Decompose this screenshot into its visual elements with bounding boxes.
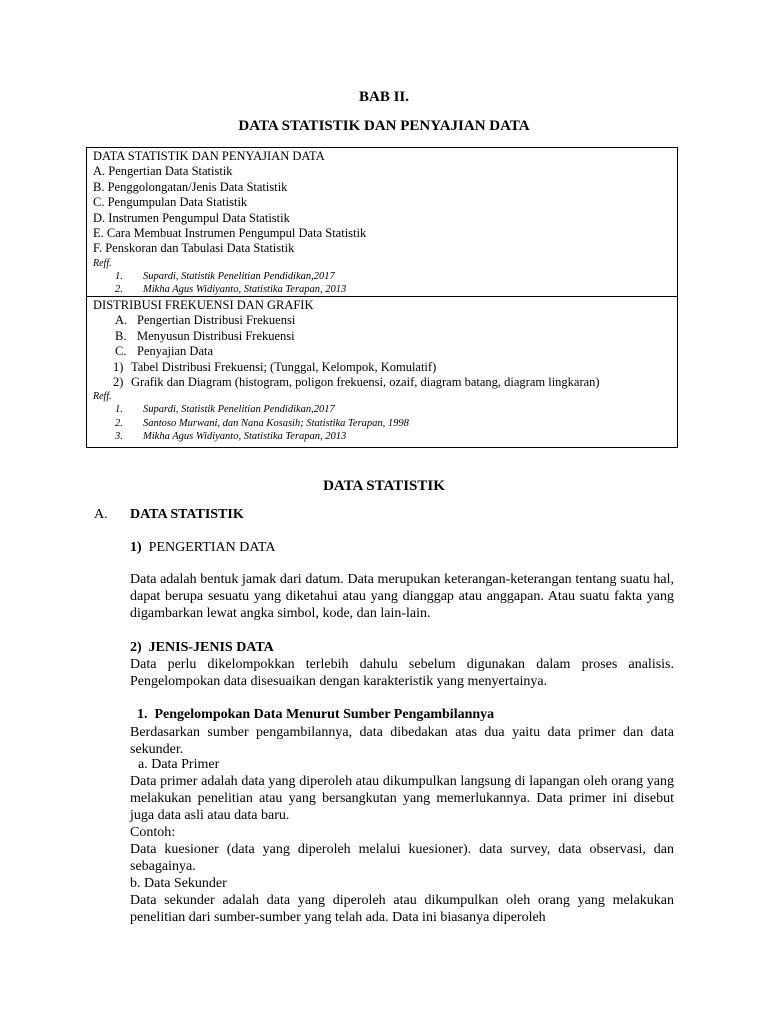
reference-item: 2. Mikha Agus Widiyanto, Statistika Terapan, 2013 [115,284,347,296]
outline-item: A. Pengertian Distribusi Frekuensi [115,313,296,328]
paragraph: Berdasarkan sumber pengambilannya, data dibedakan atas dua yaitu data primer dan data sekunder. [130,725,674,757]
box-heading: DISTRIBUSI FREKUENSI DAN GRAFIK [93,298,314,312]
box-heading: DATA STATISTIK DAN PENYAJIAN DATA [93,149,325,163]
outline-item: B. Menyusun Distribusi Frekuensi [115,328,295,343]
section-title: DATA STATISTIK [323,478,445,494]
paragraph: Data adalah bentuk jamak dari datum. Data merupukan keterangan-keterangan tentang suatu hal, dapat berupa sesuatu yang diketahui atau yang dianggap atau anggapan. Atau suatu fakta yang digambarkan lewat angka simbol, kode, dan lain-lain. [130,572,674,621]
chapter-label: BAB II. [358,89,410,105]
list-item-data-sekunder: b. Data Sekunder [130,876,227,891]
reference-item: 3. Mikha Agus Widiyanto, Statistika Terapan, 2013 [115,431,347,443]
paragraph: Data perlu dikelompokkan terlebih dahulu sebelum digunakan dalam proses analisis. Pengelompokan data disesuaikan dengan karakteristik yang menyertainya. [130,657,674,689]
outline-item: C. Pengumpulan Data Statistik [93,195,248,210]
outline-item: C. Penyajian Data [115,344,214,359]
reff-label: Reff. [93,257,112,269]
outline-box-data-statistik [86,147,678,297]
subheading-jenis-data: 2) JENIS-JENIS DATA [130,640,274,655]
outline-subitem: 1) Tabel Distribusi Frekuensi; (Tunggal, Kelompok, Komulatif) [113,359,437,374]
reference-item: 2. Santoso Murwani, dan Nana Kosasih; Statistika Terapan, 1998 [115,417,409,429]
subheading-pengertian-data: 1) PENGERTIAN DATA [130,540,276,555]
reference-item: 1. Supardi, Statistik Penelitian Pendidikan,2017 [115,404,335,416]
main-title: DATA STATISTIK DAN PENYAJIAN DATA [238,118,530,134]
reference-item: 1. Supardi, Statistik Penelitian Pendidikan,2017 [115,270,335,282]
section-a-letter: A. [94,507,108,522]
outline-box-distribusi-frekuensi [86,296,678,448]
outline-item: F. Penskoran dan Tabulasi Data Statistik [93,241,295,256]
contoh-label: Contoh: [130,825,176,840]
outline-subitem: 2) Grafik dan Diagram (histogram, poligon frekuensi, ozaif, diagram batang, diagram lingkaran) [113,375,600,390]
paragraph: Data kuesioner (data yang diperoleh melalui kuesioner). data survey, data observasi, dan sebagainya. [130,842,674,874]
outline-item: A. Pengertian Data Statistik [93,164,233,179]
outline-item: B. Penggolongatan/Jenis Data Statistik [93,179,288,194]
section-a-title: DATA STATISTIK [130,507,244,522]
outline-item: D. Instrumen Pengumpul Data Statistik [93,210,290,225]
reff-label: Reff. [93,391,112,403]
paragraph: Data primer adalah data yang diperoleh atau dikumpulkan langsung di lapangan oleh orang yang melakukan penelitian atau yang bersangkutan yang memerlukannya. Data primer ini disebut juga data asli atau data baru. [130,774,674,823]
list-item-data-primer: a. Data Primer [138,757,220,772]
outline-item: E. Cara Membuat Instrumen Pengumpul Data Statistik [93,226,367,241]
subheading-sumber-pengambilan: 1. Pengelompokan Data Menurut Sumber Pengambilannya [137,707,495,722]
paragraph: Data sekunder adalah data yang diperoleh atau dikumpulkan oleh orang yang melakukan penelitian dari sumber-sumber yang telah ada. Data ini biasanya diperoleh [130,893,674,925]
